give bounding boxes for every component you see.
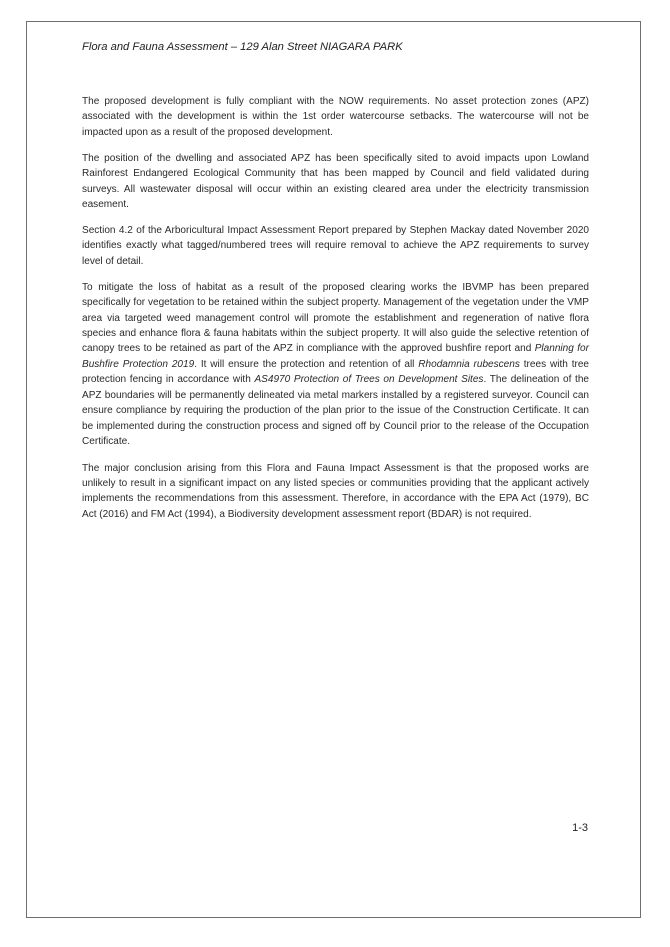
paragraph-watercourse: The proposed development is fully compliant with the NOW requirements. No asset protection zones (APZ) associated with the development is within the 1st order watercourse setbacks. The watercourse will not be impacted upon as a result of the proposed development. xyxy=(82,96,589,138)
habitat-italic-planning: Planning for Bushfire Protection 2019 xyxy=(82,343,589,370)
habitat-italic-species: Rhodamnia rubescens xyxy=(418,358,520,370)
paragraph-conclusion: The major conclusion arising from this Flora and Fauna Impact Assessment is that the proposed works are unlikely to result in a significant impact on any listed species or communities providing that the applicant actively implements the recommendations from this assessment. Therefore, in accordance with the EPA Act (1979), BC Act (2016) and FM Act (1994), a Biodiversity development assessment report (BDAR) is not required. xyxy=(82,462,589,520)
habitat-italic-standard: AS4970 Protection of Trees on Development Sites xyxy=(254,374,484,386)
document-body xyxy=(82,94,589,533)
habitat-text-2: . It will ensure the protection and retention of all xyxy=(194,358,419,370)
running-header: Flora and Fauna Assessment – 129 Alan Street NIAGARA PARK xyxy=(82,41,403,53)
paragraph-dwelling-apz: The position of the dwelling and associated APZ has been specifically sited to avoid impacts upon Lowland Rainforest Endangered Ecological Community that has been mapped by Council and field validated during surveys. All wastewater disposal will occur within an existing cleared area under the electricity transmission easement. xyxy=(82,152,589,211)
habitat-text-3: trees with tree protection fencing in accordance with xyxy=(82,358,590,386)
habitat-text-4: . The delineation of the APZ boundaries will be permanently delineated via metal markers installed by a registered surveyor. Council can ensure compliance by requiring the production of the plan prior to the issue of the Construction Certificate. It can be implemented during the construction process and signed off by Council prior to the release of the Occupation Certificate. xyxy=(82,374,589,447)
habitat-text-1: To mitigate the loss of habitat as a result of the proposed clearing works the IBVMP has been prepared specifically for vegetation to be retained within the subject property. Management of the vegetation under the VMP area via targeted weed management control will promote the establishment and regeneration of native flora species and enhance flora & fauna habitats within the subject property. It will also guide the selective retention of canopy trees to be retained as part of the APZ in compliance with the approved bushfire report and xyxy=(82,281,589,355)
paragraph-habitat-mitigation xyxy=(82,280,589,449)
page-number: 1-3 xyxy=(572,822,588,834)
paragraph-arboricultural-report: Section 4.2 of the Arboricultural Impact Assessment Report prepared by Stephen Mackay dated November 2020 identifies exactly what tagged/numbered trees will require removal to achieve the APZ requirements to survey level of detail. xyxy=(82,225,589,267)
